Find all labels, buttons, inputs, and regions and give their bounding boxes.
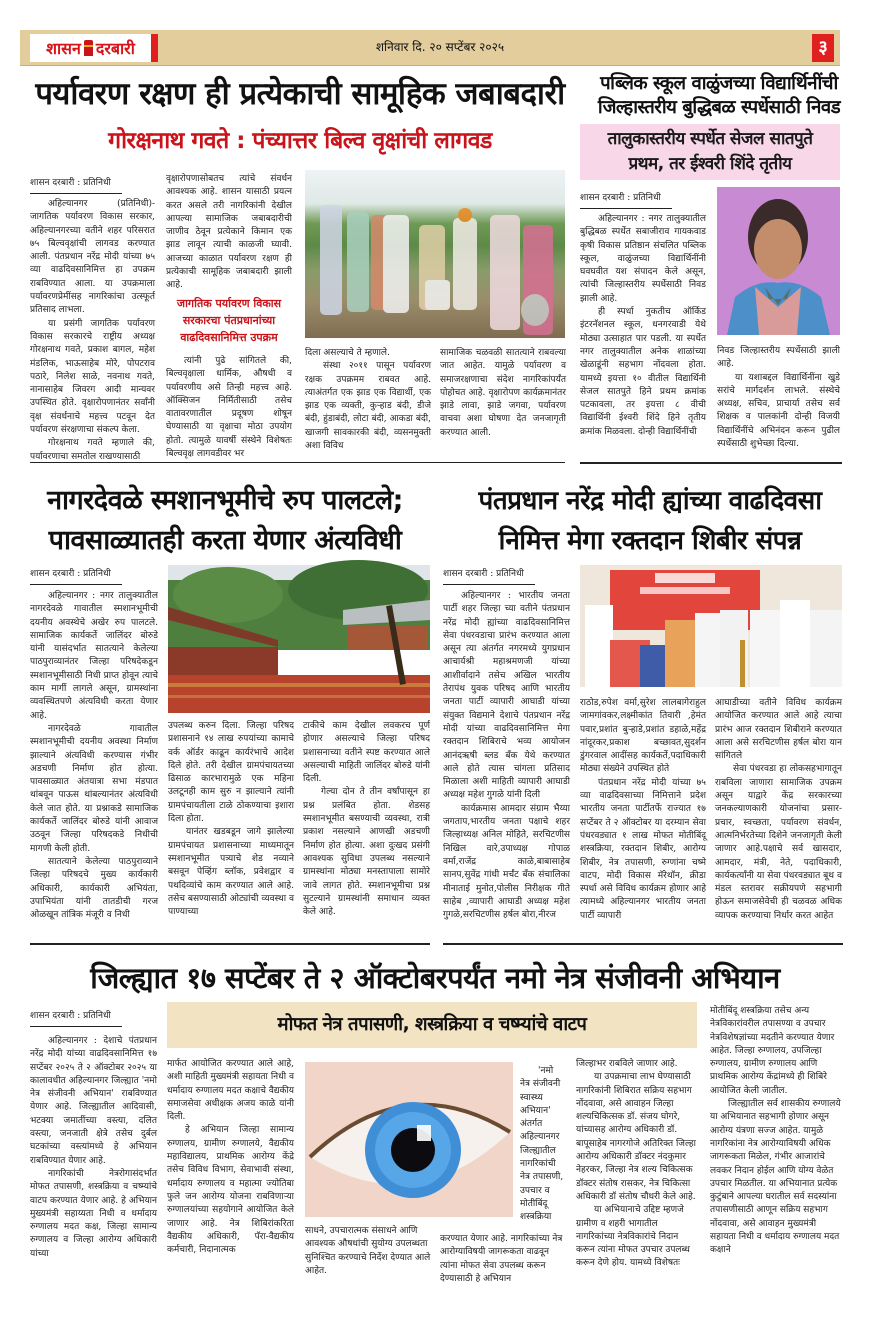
paragraph: त्यांनी पुढे सांगितले की, बिल्ववृक्षाला धार्मिक, औषधी व पर्यावरणीय असे तिन्ही महत्त्व आहे. ऑक्सिजन निर्मितीसाठी तसेच वातावरणातील प्रदूषण शोषून घेण्यासाठी या वृक्षाचा मोठा उपयोग होतो. त्यामुळे यावर्षी संस्थेने विशेषतः बिल्ववृक्ष लागवडीवर भर — [166, 356, 292, 460]
paragraph: टाकीचे काम देखील लवकरच पूर्ण होणार असल्याचे जिल्हा परिषद प्रशासनाच्या वतीने स्पष्ट करण्यात आले असल्याची माहिती जालिंदर बोरुडे यांनी दिली. — [303, 721, 430, 785]
article4-byline: शासन दरबारी : प्रतिनिधी — [443, 566, 535, 585]
paragraph: जिल्हाभर राबविले जाणार आहे. — [576, 1059, 678, 1069]
article1-subheadline: गोरक्षनाथ गवते : पंच्यात्तर बिल्व वृक्षांची लागवड — [108, 128, 492, 154]
paragraph: ही स्पर्धा नुकतीच ऑर्किड इंटरनॅशनल स्कूल, धनगरवाडी येथे मोठ्या उत्साहात पार पडली. या स्पर्धेत नगर तालुक्यातील अनेक शाळांच्या खेळाडूंनी सहभाग नोंदवला होता. यामध्ये इयत्ता १० वीतील विद्यार्थिनी सेजल सातपुते हिने प्रथम क्रमांक पटकावला, तर इयत्ता ८ वीची विद्यार्थिनी ईश्वरी शिंदे हिने तृतीय क्रमांक मिळवला. दोन्ही विद्यार्थिनींची — [580, 307, 706, 437]
article1-headline: पर्यावरण रक्षण ही प्रत्येकाची सामूहिक जबाबदारी — [35, 76, 565, 112]
article5-headline: जिल्ह्यात १७ सप्टेंबर ते २ ऑक्टोबरपर्यंत नमो नेत्र संजीवनी अभियान — [90, 961, 780, 995]
paragraph: सातत्याने केलेल्या पाठपुराव्याने जिल्हा परिषदचे मुख्य कार्यकारी अधिकारी, कार्यकारी अभियंता, उपाभियंता यांनी तातडीची गरज ओळखून तांत्रिक मंजूरी व निधी — [30, 856, 158, 921]
paragraph: या उपक्रमाचा लाभ घेण्यासाठी नागरिकांनी शिबिरात सक्रिय सहभाग नोंदवावा, असे आवाहन जिल्हा शल्यचिकित्सक डॉ. संजय घोगरे, यांच्यासह आरोग्य अधिकारी डॉ. बापूसाहेब नागरगोजे अतिरिक्त जिल्हा आरोग्य अधिकारी डॉक्टर नंदकुमार नेहरकर, जिल्हा नेत्र शल्य चिकित्सक डॉक्टर संतोष रासकर, नेत्र चिकित्सा अधिकारी डॉ संतोष चौधरी केले आहे. — [576, 1072, 696, 1202]
paragraph: अहिल्यानगर : नगर तालुक्यातील बुद्धिबळ स्पर्धेत सबाजीराव गायकवाड कृषी विकास प्रतिष्ठान संचलित पब्लिक स्कूल, वाळुंजच्या विद्यार्थिनींनी घवघवीत यश संपादन केले असून, त्यांची जिल्हास्तरीय स्पर्धेसाठी निवड झाली आहे. — [580, 214, 706, 304]
article1-column-4 — [440, 347, 566, 457]
article4-column-3 — [715, 697, 842, 942]
article4-headline-line-1: पंतप्रधान नरेंद्र मोदी ह्यांच्या वाढदिवसा — [478, 486, 822, 516]
paragraph: मोतीबिंदू शस्त्रक्रिया तसेच अन्य नेत्रविकारांवरील तपासण्या व उपचार नेत्रविशेषज्ञांच्या मदतीने करण्यात येणार आहेत. जिल्हा रुग्णालय, उपजिल्हा रुग्णालय, ग्रामीण रुग्णालय आणि प्राथमिक आरोग्य केंद्रांमध्ये ही शिबिरे आयोजित केली जातील. — [710, 1006, 835, 1096]
article4-headline-line-2: निमित्त मेगा रक्तदान शिबीर संपन्न — [498, 526, 802, 556]
article5-subheadline: मोफत नेत्र तपासणी, शस्त्रक्रिया व चष्म्यांचे वाटप — [277, 1014, 587, 1035]
paragraph: पंतप्रधान नरेंद्र मोदी यांच्या ७५ व्या वाढदिवसाच्या निमित्ताने प्रदेश भारतीय जनता पार्टीतर्फे राज्यात १७ सप्टेंबर ते २ ऑक्टोबर या दरम्यान सेवा पंधरवड्यात १ लाख मोफत मोतीबिंदू शस्त्रक्रिया, रक्तदान शिबीर, आरोग्य शिबीर, नेत्र तपासणी, रुग्णांना चष्मे वाटप, मोदी विकास मॅरेथॉन, क्रीडा स्पर्धा असे विविध कार्यक्रम होणार आहे त्यामध्ये अहिल्यानगर भारतीय जनता पार्टी व्यापारी — [580, 777, 706, 921]
newspaper-logo[interactable] — [30, 34, 158, 62]
paragraph: करण्यात येणार आहे. नागरिकांच्या नेत्र आरोग्याविषयी जागरूकता वाढवून त्यांना मोफत सेवा उपलब्ध करून देण्यासाठी हे अभियान — [440, 1234, 563, 1284]
article1-column-2-top — [166, 173, 292, 291]
paragraph: हे अभियान जिल्हा सामान्य रुग्णालय, ग्रामीण रुग्णालये, वैद्यकीय महाविद्यालय, प्राथमिक आरोग्य केंद्रे तसेच विविध विभाग, सेवाभावी संस्था, धर्मादाय रुग्णालय व महात्मा ज्योतिबा फुले जन आरोग्य योजना राबविणाऱ्या रुग्णालयांच्या सहयोगाने आयोजित केले जाणार आहे. नेत्र शिबिरांकरिता वैद्यकीय अधिकारी, पॅरा-वैद्यकीय कर्मचारी, निदानात्मक — [167, 1125, 294, 1256]
article4-column-2 — [580, 697, 706, 942]
article3-byline: शासन दरबारी : प्रतिनिधी — [30, 566, 122, 585]
paragraph: यानंतर खडबडून जागे झालेल्या ग्रामपंचायत प्रशासनाच्या माध्यमातून स्मशानभूमीत पत्र्याचे शेड नव्याने बसवून पेव्हिंग ब्लॉक, प्रवेशद्वार व पथदिव्यांचे काम करण्यात आले आहे. तसेच बसण्यासाठी ओट्यांची व्यवस्था व पाण्याच्या — [168, 827, 294, 918]
paragraph: आघाडीच्या वतीने विविध कार्यक्रम आयोजित करण्यात आले आहे त्याचा प्रारंभ आज रक्तदान शिबीराने करण्यात आला असे सरचिटणीस हर्षल बोरा यान सांगितले — [715, 698, 842, 762]
article3-headline-line-2: पावसाळ्यातही करता येणार अंत्यविधी — [48, 525, 402, 556]
article1-column-2-bottom — [166, 355, 292, 460]
article3-photo — [168, 565, 430, 713]
article1-photo — [305, 170, 565, 338]
article2-photo — [717, 187, 840, 335]
paragraph: सेवा पंधरवडा हा लोकसहभागातून राबविला जाणारा सामाजिक उपक्रम असून याद्वारे केंद्र सरकारच्या जनकल्याणकारी योजनांचा प्रसार-प्रचार, स्वच्छता, पर्यावरण संवर्धन, आत्मनिर्भरतेच्या दिशेने जनजागृती केली जाणार आहे.पक्षाचे सर्व खासदार, आमदार, मंत्री, नेते, पदाधिकारी, कार्यकर्त्यांनी या सेवा पंधरवड्यात बूथ व मंडल स्तरावर सक्रीयपणे सहभागी होऊन समाजसेवेची ही चळवळ अधिक व्यापक करण्याचा निर्धार करत आहेत — [715, 764, 842, 921]
paragraph: गेल्या दोन ते तीन वर्षांपासून हा प्रश्न प्रलंबित होता. शेडसह स्मशानभूमीत बसण्याची व्यवस्था, रात्री प्रकाश नसल्याने आणखी अडचणी निर्माण होत होत्या. अशा दुःखद प्रसंगी आवश्यक सुविधा उपलब्ध नसल्याने ग्रामस्थांना मोठ्या मनस्तापाला सामोरे जावे लागत होते. स्मशानभूमीचा प्रश्न सुटल्याने ग्रामस्थांनी समाधान व्यक्त केले आहे. — [303, 787, 430, 918]
article3-bottom-rule — [30, 943, 430, 945]
cremation-ground-scene — [168, 565, 430, 713]
logo-text-left: शासन — [46, 39, 81, 58]
paragraph: जिल्ह्यातील सर्व शासकीय रुग्णालये या अभियानात सहभागी होणार असून आरोग्य यंत्रणा सज्ज आहेत. यामुळे नागरिकांना नेत्र आरोग्याविषयी अधिक जागरूकता मिळेल, गंभीर आजारांचे लवकर निदान होईल आणि योग्य वेळेत उपचार मिळतील. या अभियानात प्रत्येक कुटुंबाने आपल्या घरातील सर्व सदस्यांना तपासणीसाठी आणून सक्रिय सहभाग नोंदवावा, असे आवाहन मुख्यमंत्री सहायता निधी व धर्मादाय रुग्णालय मदत कक्षाने — [710, 1099, 841, 1256]
paragraph: 'नमो नेत्र संजीवनी स्वास्थ्य अभियान' अंतर्गत अहिल्यानगर जिल्ह्यातील नागरिकांची नेत्र तपासणी, उपचार व मोतीबिंदू शस्त्रक्रिया — [520, 1066, 564, 1223]
article5-column-1 — [30, 1035, 157, 1300]
paragraph: अहिल्यानगर : भारतीय जनता पार्टी शहर जिल्हा च्या वतीने पंतप्रधान नरेंद्र मोदी ह्यांच्या वाढदिवसानिमित्त सेवा पंधरवडाचा प्रारंभ करण्यात आला असून त्या अंतर्गत नगरमध्ये युगप्रधान आचार्यश्री महाश्रमणजी यांच्या आशीर्वादाने तसेच अखिल भारतीय तेरापंथ युवक परिषद आणि भारतीय जनता पार्टी व्यापारी आघाडी यांच्या संयुक्त विद्यमाने देशाचे पंतप्रधान नरेंद्र मोदी यांच्या वाढदिवसानिमित्त मेगा रक्तदान शिबिराचे भव्य आयोजन आनंदऋषी ब्लड बँक येथे करण्यात आले होते त्यास चांगला प्रतिसाद मिळाला अशी माहिती व्यापारी आघाडी अध्यक्ष महेश गुगळे यांनी दिली — [443, 591, 570, 801]
paragraph: निवड जिल्हास्तरीय स्पर्धेसाठी झाली आहे. — [717, 346, 840, 370]
blood-donation-event-scene — [580, 565, 842, 687]
paragraph: मार्फत आयोजित करण्यात आले आहे, अशी माहिती मुख्यमंत्री सहायता निधी व धर्मादाय रुग्णालय मदत कक्षाचे वैद्यकीय समाजसेवा अधीक्षक अजय काळे यांनी दिली. — [167, 1059, 294, 1123]
article5-column-4 — [576, 1058, 698, 1303]
paragraph: वृक्षारोपणासोबतच त्यांचे संवर्धन आवश्यक आहे. शासन यासाठी प्रयत्न करत असले तरी नागरिकांनी देखील आपल्या सामाजिक जबाबदारीची जाणीव ठेवून प्रत्येकाने किमान एक झाड लावून त्याची काळजी घ्यावी. आजच्या काळात पर्यावरण रक्षण ही प्रत्येकाची सामूहिक जबाबदारी झाली आहे. — [166, 174, 292, 291]
paragraph: कार्यक्रमास आमदार संग्राम भैय्या जगताप,भारतीय जनता पक्षाचे शहर जिल्हाध्यक्ष अनिल मोहिते, सरचिटणीस निखिल वारे,उपाध्यक्ष गोपाळ वर्मा,राजेंद्र काळे,बाबासाहेब सानप,सुवेंद्र गांधी मर्चंट बँक संचालिका मीनाताई मुनोत,पोलीस निरीक्षक गीते साहेब ,व्यापारी आघाडी अध्यक्ष महेश गुगळे,सरचिटणीस हर्षल बोरा,नीरज — [443, 803, 570, 921]
paragraph: गोरक्षनाथ गवते म्हणाले की, पर्यावरणाचा समतोल राखण्यासाठी — [30, 438, 155, 462]
article5-narrow-column — [520, 1065, 565, 1223]
article5-under-photo-text — [440, 1233, 565, 1293]
issue-date: शनिवार दि. २० सप्टेंबर २०२५ — [375, 40, 505, 54]
article2-bottom-rule — [580, 462, 842, 464]
article1-inline-subhead: जागतिक पर्यावरण विकास सरकारचा पंतप्रधानांच्या वाढदिवसानिमित्त उपक्रम — [176, 297, 282, 344]
article2-column-2 — [717, 345, 840, 455]
paragraph: संस्था २०११ पासून पर्यावरण रक्षक उपक्रमम राबवत आहे. त्याअंतर्गत एक झाड एक विद्यार्थी, एक झाड एक व्यक्ती, कुऱ्हाड बंदी, डीजे बंदी, हुंडाबंदी, लोटा बंदी, आकडा बंदी, खाजगी सावकारकी बंदी, व्यसनमुक्ती अशा विविध — [305, 361, 431, 452]
article5-photo — [305, 1062, 513, 1217]
article5-byline: शासन दरबारी : प्रतिनिधी — [30, 1008, 122, 1027]
article2-byline: शासन दरबारी : प्रतिनिधी — [580, 190, 672, 209]
paragraph: नागरदेवळे गावातील स्मशानभूमीची दयनीय अवस्था निर्माण झाल्याने अंत्यविधी करण्यास गंभीर अडचणी निर्माण होत होत्या. पावसाळ्यात अंतयात्रा सभा मंडपात थांबवून पाऊस थांबल्यानंतर अंत्यविधी केले जात होते. या प्रश्नाकडे सामाजिक कार्यकर्ते जालिंदर बोरुडे यांनी आवाज उठवून जिल्हा परिषदकडे निधीची मागणी केली होती. — [30, 723, 158, 854]
article1-byline: शासन दरबारी : प्रतिनिधी — [30, 175, 122, 194]
article2-headline-line-2: जिल्हास्तरीय बुद्धिबळ स्पर्धेसाठी निवड — [597, 97, 841, 118]
article4-photo — [580, 565, 842, 687]
eye-closeup-image — [305, 1062, 513, 1217]
article5-column-2 — [167, 1058, 294, 1303]
logo-text-right: दरबारी — [95, 39, 135, 58]
article1-column-1 — [30, 198, 155, 462]
paragraph: अहिल्यानगर : नगर तालुक्यातील नागरदेवळे गावातील स्मशानभूमीची दयनीय अवस्थेचे अखेर रुप पालटले. सामाजिक कार्यकर्ते जालिंदर बोरुडे यांनी यासंदर्भात सातत्याने केलेल्या पाठपुराव्यानंतर जिल्हा परिषदेकडून स्मशानभूमीसाठी निधी प्राप्त होवून त्याचे काम मार्गी लागले असून, ग्रामस्थांना व्यवस्थितपणे अंत्यविधी करता येणार आहे. — [30, 591, 158, 721]
paragraph: दिला असल्याचे ते म्हणाले. — [305, 348, 390, 358]
article4-column-1 — [443, 590, 570, 940]
article3-column-2 — [168, 720, 294, 940]
paragraph: राठोड,रुपेश वर्मा,सुरेश लालबागेराहुल जामगांवकर,लक्ष्मीकांत तिवारी ,हेमंत पवार,प्रशांत बुऱ्हाडे,प्रशांत डहाळे,महेंद्र नांदूरकर,प्रकाश बच्छावत,सुदर्शन डुंगरवाल आदींसह कार्यकर्ते,पदाधिकारी मोठ्या संख्येने उपस्थित होते — [580, 698, 706, 775]
paragraph: या अभियानाचे उद्दिष्ट म्हणजे ग्रामीण व शहरी भागातील नागरिकांच्या नेत्रविकारांचे निदान करून त्यांना मोफत उपचार उपलब्ध करून देणे होय. यामध्ये विशेषतः — [576, 1205, 690, 1269]
article4-bottom-rule — [443, 943, 843, 945]
paragraph: उपलब्ध करुन दिला. जिल्हा परिषद प्रशासनाने १४ लाख रुपयांच्या कामाचे वर्क ऑर्डर काढून कार्यरंभाचे आदेश दिले होते. तरी देखील ग्रामपंचायतच्या ढिसाळ कारभारामुळे एक महिना उलटूनही काम सुरु न झाल्याने त्यांनी ग्रामपंचायतीला टाळे ठोकण्याचा इशारा दिला होता. — [168, 721, 294, 825]
paragraph: नागरिकांची नेत्ररोगासंदर्भात मोफत तपासणी, शस्त्रक्रिया व चष्म्यांचे वाटप करण्यात येणार आहे. हे अभियान मुख्यमंत्री सहाय्यता निधी व धर्मादाय रुग्णालय मदत कक्ष, जिल्हा सामान्य रुग्णालय व जिल्हा आरोग्य अधिकारी यांच्या — [30, 1168, 157, 1259]
article2-subheadline-line-2: प्रथम, तर ईश्वरी शिंदे तृतीय — [628, 154, 792, 174]
article2-headline-line-1: पब्लिक स्कूल वाळुंजच्या विद्यार्थिनींची — [600, 73, 838, 94]
article5-column-5 — [710, 1005, 842, 1305]
page-number: ३ — [812, 34, 834, 62]
article1-column-3 — [305, 347, 431, 457]
student-portrait-figure — [717, 187, 840, 335]
paragraph: या यशाबद्दल विद्यार्थिनींना खुडे सरांचे मार्गदर्शन लाभले. संस्थेचे अध्यक्ष, सचिव, प्राचार्या तसेच सर्व शिक्षक व पालकांनी दोन्ही विजयी विद्यार्थिनींचे अभिनंदन करून पुढील स्पर्धेसाठी शुभेच्छा दिल्या. — [717, 372, 840, 450]
article5-photo-caption-left — [305, 1225, 433, 1285]
article1-bottom-rule — [30, 462, 565, 463]
paragraph: साधने, उपचारात्मक संसाधने आणि आवश्यक औषधांची सुयोग्य उपलब्धता सुनिश्चित करण्याचे निर्देश देण्यात आले आहेत. — [305, 1226, 431, 1276]
article3-headline-line-1: नागरदेवळे स्मशानभूमीचे रुप पालटले; — [47, 485, 403, 516]
paragraph: अहिल्यानगर : देशाचे पंतप्रधान नरेंद्र मोदी यांच्या वाढदिवसानिमित्त १७ सप्टेंबर २०२५ ते २ ऑक्टोबर २०२५ या कालावधीत अहिल्यानगर जिल्ह्यात 'नमो नेत्र संजीवनी अभियान' राबविण्यात येणार आहे. जिल्ह्यातील आदिवासी, भटक्या जमातींच्या वस्त्या, दलित वस्त्या, जनजाती क्षेत्रे तसेच दुर्बल घटकांच्या वस्त्यांमध्ये हे अभियान राबविण्यात येणार आहे. — [30, 1036, 157, 1166]
article2-subheadline-line-1: तालुकास्तरीय स्पर्धेत सेजल सातपुते — [607, 129, 813, 149]
group-photo-figures — [305, 170, 565, 338]
paragraph: या प्रसंगी जागतिक पर्यावरण विकास सरकारचे राष्ट्रीय अध्यक्ष गोरक्षनाथ गवते, प्रकाश बागल, महेश मंडलिक, भाऊसाहेब मोरे, पोपटराव पठारे, निलेश साळे, नवनाथ गवते, नानासाहेब जिवरग आदी मान्यवर उपस्थित होते. वृक्षारोपणानंतर सर्वांनी वृक्ष संवर्धनाचे महत्त्व पटवून देत पर्यावरण संरक्षणाचा संकल्प केला. — [30, 318, 155, 436]
chair-icon — [84, 40, 93, 56]
paragraph: सामाजिक चळवळी सातत्याने राबवल्या जात आहेत. यामुळे पर्यावरण व समाजरक्षणाचा संदेश नागरिकांपर्यंत पोहोचत आहे. वृक्षारोपण कार्यक्रमानंतर झाडे लावा, झाडे जगवा, पर्यावरण वाचवा अशा घोषणा देत जनजागृती करण्यात आली. — [440, 348, 566, 438]
paragraph: अहिल्यानगर (प्रतिनिधी)- जागतिक पर्यावरण विकास सरकार, अहिल्यानगरच्या वतीने शहर परिसरात ७५ बिल्ववृक्षांची लागवड करण्यात आली. पंतप्रधान नरेंद्र मोदी यांच्या ७५ व्या वाढदिवसानिमित्त हा उपक्रम राबविण्यात आला. या उपक्रमाला पर्यावरणप्रेमींसह नागरिकांचा उत्स्फूर्त प्रतिसाद लाभला. — [30, 199, 155, 316]
article2-column-1 — [580, 213, 706, 450]
article3-column-1 — [30, 590, 158, 940]
article3-column-3 — [303, 720, 430, 940]
